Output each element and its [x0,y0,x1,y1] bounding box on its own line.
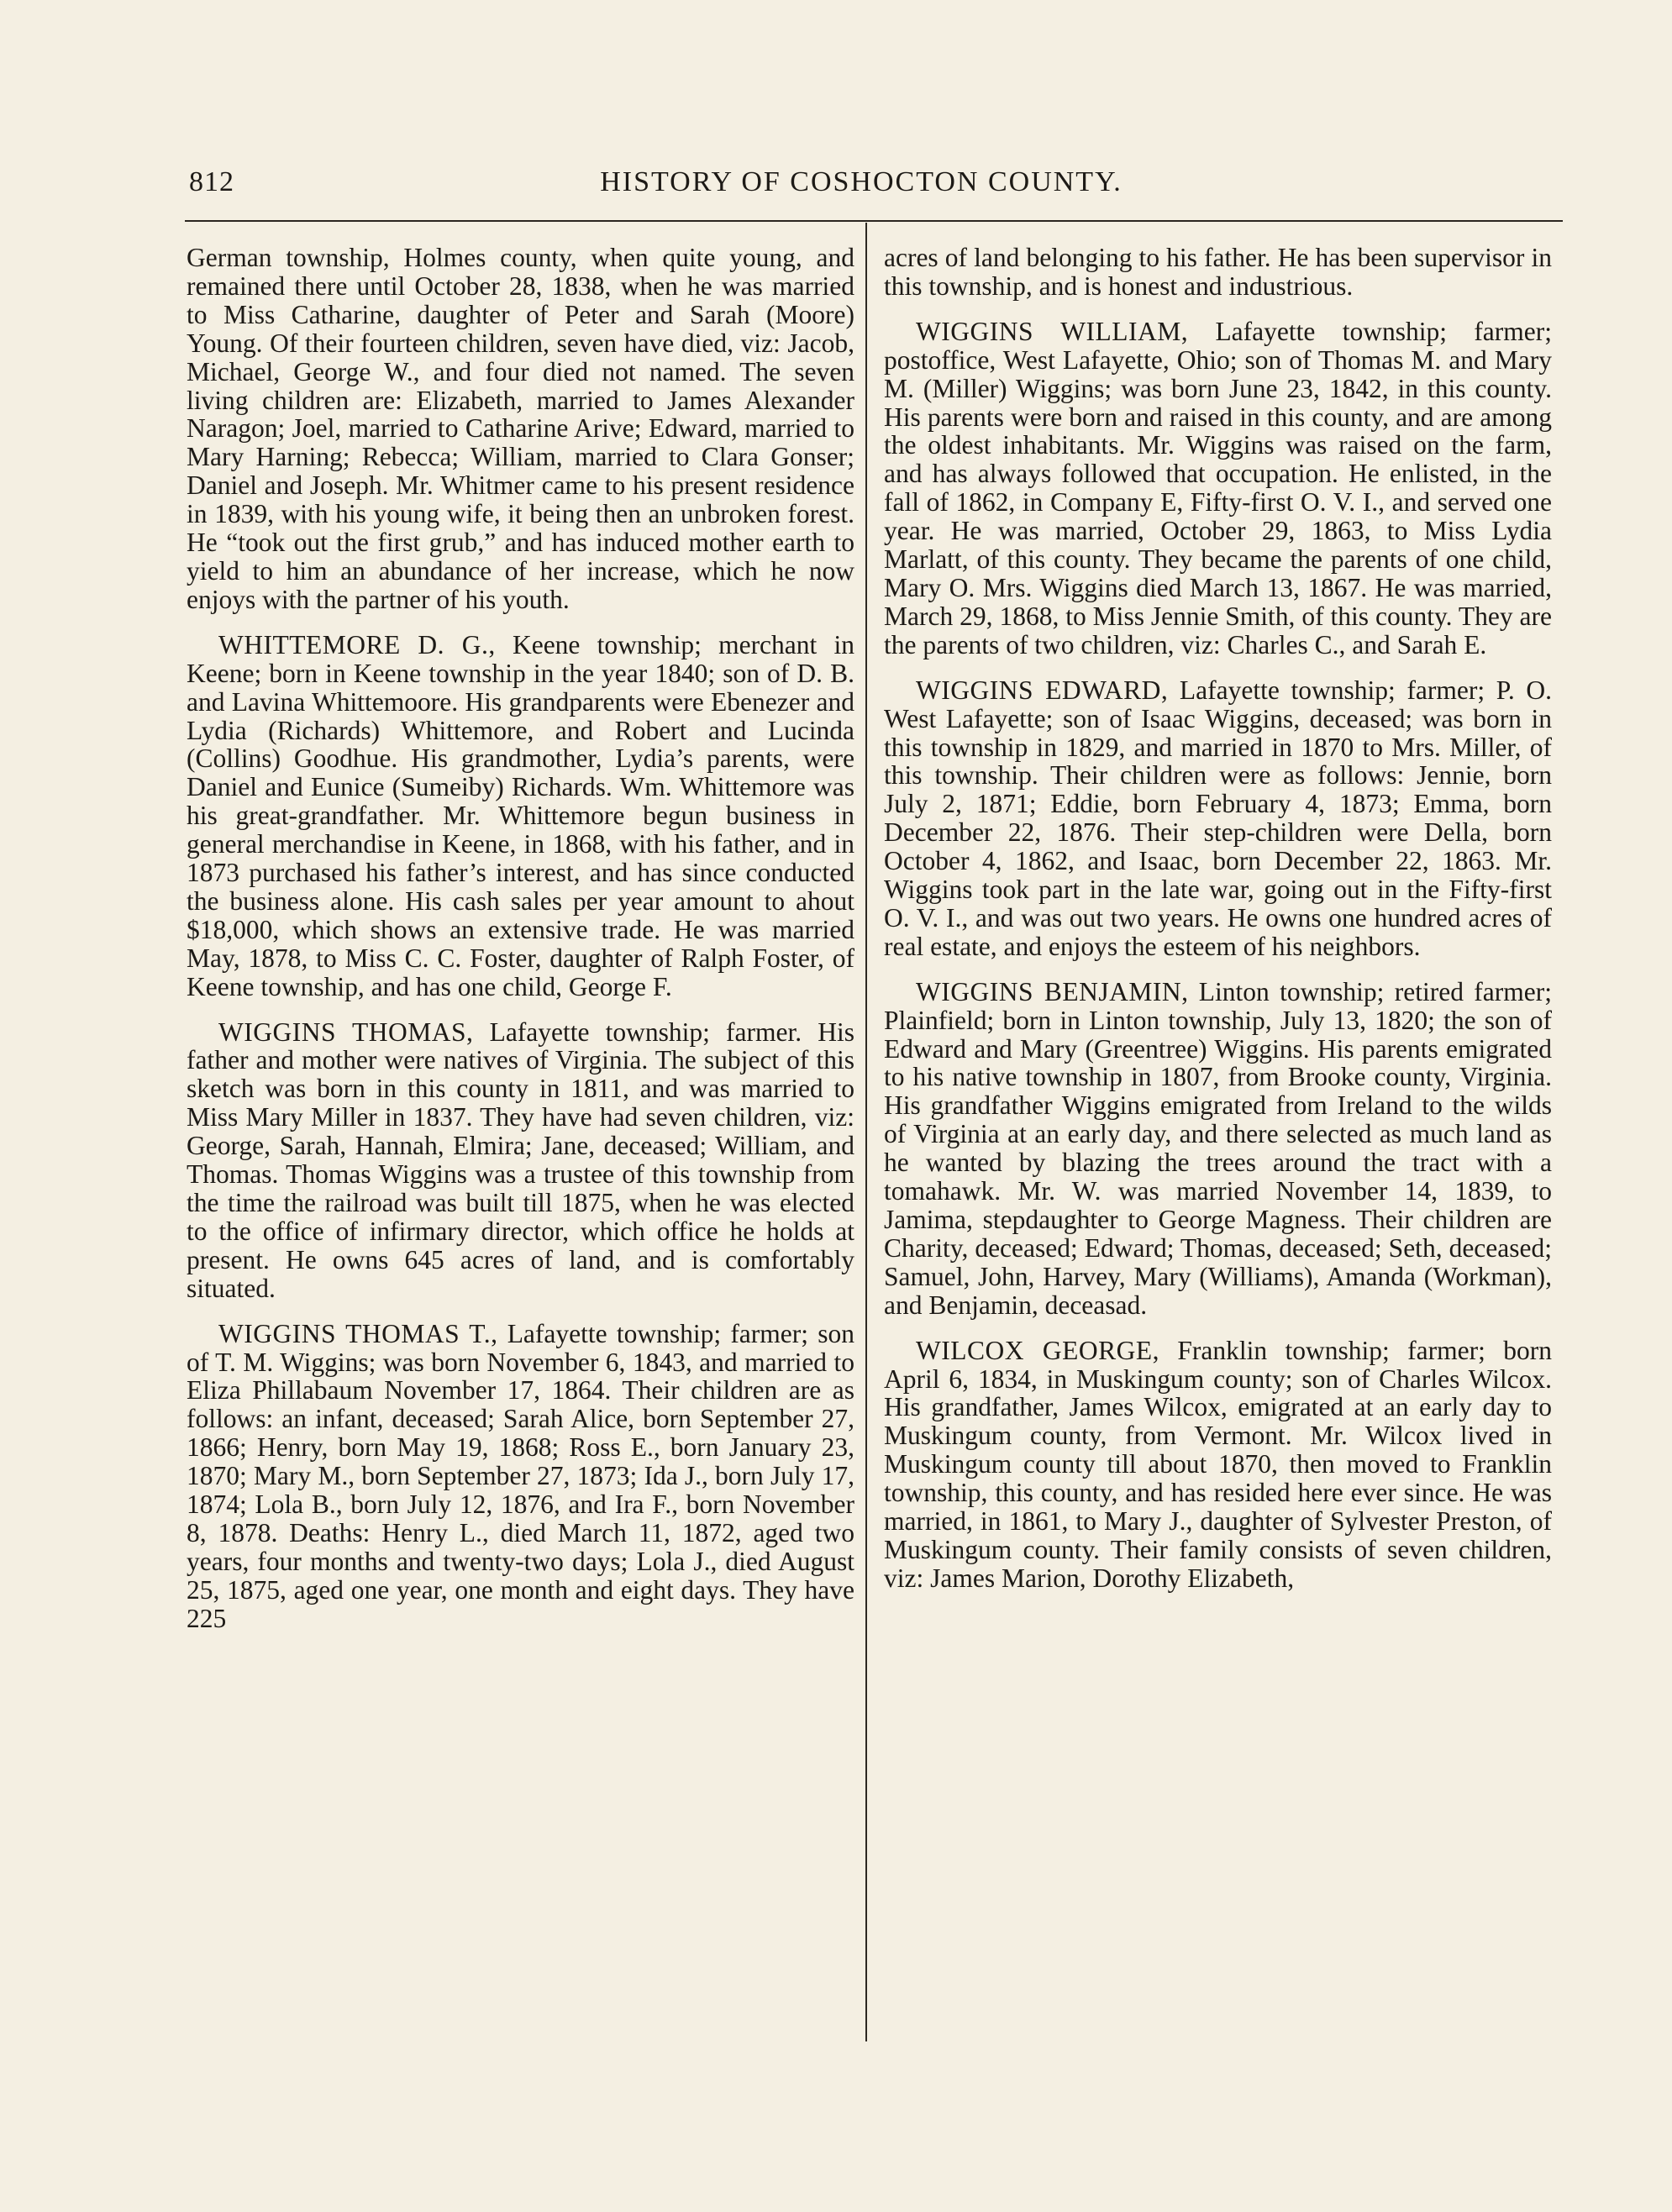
continued-paragraph [187,244,854,614]
entry-heading: WIGGINS THOMAS, [218,1017,474,1047]
column-divider [865,223,867,2041]
entry-heading: WIGGINS WILLIAM, [916,316,1189,346]
entry-heading: WHITTEMORE D. G., [218,629,496,659]
biography-entry [884,978,1552,1320]
right-column [884,244,1552,1593]
continued-paragraph [884,244,1552,301]
page-header [189,166,1533,200]
page-number: 812 [189,166,234,197]
paragraph-text: acres of land belonging to his father. He has been supervisor in this township, and is honest and industrious. [884,243,1552,301]
biography-entry [884,676,1552,961]
entry-text: Keene township; merchant in Keene; born in Keene township in the year 1840; son of D. B. and Lavina Whittemoore. His grandparents were Ebenezer and Lydia (Richards) Whittemore, and Robert and Lucinda (Collins) Goodhue. His grandmother, Lydia’s parents, were Daniel and Eunice (Sumeiby) Richards. Wm. Whittemore was his great-grandfather. Mr. Whittemore begun business in general merchandise in Keene, in 1868, with his father, and in 1873 purchased his father’s interest, and has since conducted the business alone. His cash sales per year amount to ahout $18,000, which shows an extensive trade. He was married May, 1878, to Miss C. C. Foster, daughter of Ralph Foster, of Keene township, and has one child, George F. [187,629,854,1001]
paragraph-text: German township, Holmes county, when quite young, and remained there until October 28, 1838, when he was married to Miss Catharine, daughter of Peter and Sarah (Moore) Young. Of their fourteen children, seven have died, viz: Jacob, Michael, George W., and four died not named. The seven living children are: Elizabeth, married to James Alexander Naragon; Joel, married to Catharine Arive; Edward, married to Mary Harning; Rebecca; William, married to Clara Gonser; Daniel and Joseph. Mr. Whitmer came to his present residence in 1839, with his young wife, it being then an unbroken forest. He “took out the first grub,” and has induced mother earth to yield to him an abundance of her increase, which he now enjoys with the partner of his youth. [187,243,854,614]
running-title: HISTORY OF COSHOCTON COUNTY. [600,166,1123,197]
entry-heading: WILCOX GEORGE, [916,1335,1159,1365]
entry-heading: WIGGINS THOMAS T., [218,1318,498,1348]
entry-text: Linton township; retired farmer; Plainfield; born in Linton township, July 13, 1820; the son of Edward and Mary (Greentree) Wiggins. His parents emigrated to his native township in 1807, from Brooke county, Virginia. His grandfather Wiggins emigrated from Ireland to the wilds of Virginia at an early day, and there selected as much land as he wanted by blazing the trees around the tract with a tomahawk. Mr. W. was married November 14, 1839, to Jamima, stepdaughter to George Magness. Their children are Charity, deceased; Edward; Thomas, deceased; Seth, deceased; Samuel, John, Harvey, Mary (Williams), Amanda (Workman), and Benjamin, deceasad. [884,976,1552,1320]
biography-entry [884,1337,1552,1593]
entry-text: Lafayette township; farmer; son of T. M. Wiggins; was born November 6, 1843, and married to Eliza Phillabaum November 17, 1864. Their children are as follows: an infant, deceased; Sarah Alice, born September 27, 1866; Henry, born May 19, 1868; Ross E., born January 23, 1870; Mary M., born September 27, 1873; Ida J., born July 17, 1874; Lola B., born July 12, 1876, and Ira F., born November 8, 1878. Deaths: Henry L., died March 11, 1872, aged two years, four months and twenty-two days; Lola J., died August 25, 1875, aged one year, one month and eight days. They have 225 [187,1318,854,1633]
entry-text: Franklin township; farmer; born April 6, 1834, in Muskingum county; son of Charles Wilcox. His grandfather, James Wilcox, emigrated at an early day to Muskingum county, from Vermont. Mr. Wilcox lived in Muskingum county till about 1870, then moved to Franklin township, this county, and has resided here ever since. He was married, in 1861, to Mary J., daughter of Sylvester Preston, of Muskingum county. Their family consists of seven children, viz: James Marion, Dorothy Elizabeth, [884,1335,1552,1593]
biography-entry [187,631,854,1001]
entry-text: Lafayette township; farmer; postoffice, West Lafayette, Ohio; son of Thomas M. and Mary M. (Miller) Wiggins; was born June 23, 1842, in this county. His parents were born and raised in this county, and are among the oldest inhabitants. Mr. Wiggins was raised on the farm, and has always followed that occupation. He enlisted, in the fall of 1862, in Company E, Fifty-first O. V. I., and served one year. He was married, October 29, 1863, to Miss Lydia Marlatt, of this county. They became the parents of one child, Mary O. Mrs. Wiggins died March 13, 1867. He was married, March 29, 1868, to Miss Jennie Smith, of this county. They are the parents of two children, viz: Charles C., and Sarah E. [884,316,1553,659]
entry-text: Lafayette township; farmer; P. O. West Lafayette; son of Isaac Wiggins, deceased; was born in this township in 1829, and married in 1870 to Mrs. Miller, of this township. Their children were as follows: Jennie, born July 2, 1871; Eddie, born February 4, 1873; Emma, born December 22, 1876. Their step-children were Della, born October 4, 1862, and Isaac, born December 22, 1863. Mr. Wiggins took part in the late war, going out in the Fifty-first O. V. I., and was out two years. He owns one hundred acres of real estate, and enjoys the esteem of his neighbors. [884,675,1552,961]
left-column [187,244,854,1633]
entry-heading: WIGGINS BENJAMIN, [916,976,1189,1006]
biography-entry [187,1320,854,1633]
header-rule [185,220,1563,222]
entry-text: Lafayette township; farmer. His father and mother were natives of Virginia. The subject of this sketch was born in this county in 1811, and was married to Miss Mary Miller in 1837. They have had seven children, viz: George, Sarah, Hannah, Elmira; Jane, deceased; William, and Thomas. Thomas Wiggins was a trustee of this township from the time the railroad was built till 1875, when he was elected to the office of infirmary director, which office he holds at present. He owns 645 acres of land, and is comfortably situated. [187,1017,854,1303]
biography-entry [884,318,1552,659]
entry-heading: WIGGINS EDWARD, [916,675,1169,705]
biography-entry [187,1018,854,1303]
